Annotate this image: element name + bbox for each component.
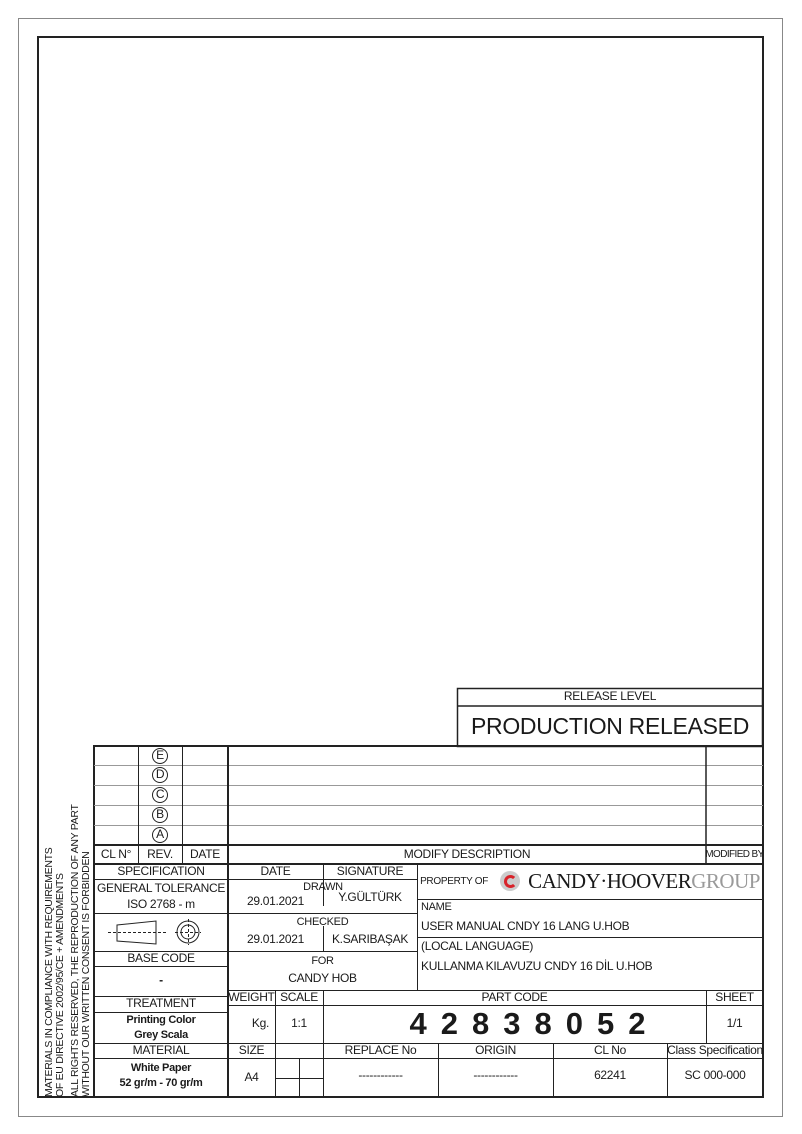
checked-date: 29.01.2021 bbox=[246, 931, 305, 946]
weight-label: WEIGHT bbox=[228, 989, 275, 1004]
cl-no-label: CL No bbox=[593, 1042, 627, 1057]
sheet-value: 1/1 bbox=[726, 1016, 743, 1031]
header-rev: REV. bbox=[147, 846, 173, 861]
checked-label: CHECKED bbox=[296, 915, 349, 928]
name-value: USER MANUAL CNDY 16 LANG U.HOB bbox=[421, 919, 630, 934]
rights-line-2: WITHOUT OUR WRITTEN CONSENT IS FORBIDDEN bbox=[80, 851, 92, 1097]
compliance-notice bbox=[44, 848, 66, 1097]
approval-date-label: DATE bbox=[260, 863, 291, 878]
revision-letter-e bbox=[138, 746, 182, 766]
treatment-label: TREATMENT bbox=[126, 996, 196, 1011]
for-value: CANDY HOB bbox=[288, 970, 357, 985]
property-of-label: PROPERTY OF bbox=[420, 875, 489, 887]
projection-symbol-icon bbox=[108, 919, 201, 945]
material-value-line1: White Paper bbox=[130, 1062, 192, 1075]
revision-letter-d bbox=[138, 765, 182, 785]
sheet-label: SHEET bbox=[715, 989, 754, 1004]
revision-letter: E bbox=[152, 748, 168, 764]
drawn-label: DRAWN bbox=[303, 880, 343, 893]
release-level-value: PRODUCTION RELEASED bbox=[470, 712, 749, 739]
drawn-by: Y.GÜLTÜRK bbox=[338, 890, 402, 905]
compliance-line-2: OF EU DIRECTIVE 2002/95/CE + AMENDMENTS bbox=[54, 873, 66, 1097]
treatment-value-line1: Printing Color bbox=[126, 1014, 196, 1027]
revision-letter: C bbox=[152, 787, 168, 803]
treatment-value-line2: Grey Scala bbox=[134, 1029, 188, 1042]
name-label: NAME bbox=[421, 901, 452, 914]
origin-value: ------------ bbox=[473, 1068, 518, 1083]
header-date: DATE bbox=[190, 846, 220, 861]
revision-row-lines bbox=[94, 766, 763, 826]
base-code-label: BASE CODE bbox=[127, 950, 195, 965]
local-language-value: KULLANMA KILAVUZU CNDY 16 DİL U.HOB bbox=[421, 959, 653, 974]
size-label: SIZE bbox=[238, 1042, 265, 1057]
revision-letter: A bbox=[152, 827, 168, 843]
brand-suffix: GROUP bbox=[691, 869, 760, 894]
revision-letter-c bbox=[138, 785, 182, 805]
general-tolerance-label: GENERAL TOLERANCE bbox=[96, 880, 226, 895]
revision-letter: D bbox=[152, 767, 168, 783]
header-modify-description: MODIFY DESCRIPTION bbox=[403, 846, 531, 861]
release-level-label: RELEASE LEVEL bbox=[563, 689, 657, 704]
revision-letter-a bbox=[138, 825, 182, 845]
replace-no-label: REPLACE No bbox=[344, 1042, 417, 1057]
company-logo bbox=[420, 869, 760, 893]
rights-notice bbox=[70, 804, 92, 1097]
part-code-value: 42838052 bbox=[409, 1006, 660, 1042]
replace-no-value: ------------ bbox=[358, 1068, 403, 1083]
revision-letter-b bbox=[138, 805, 182, 825]
scale-label: SCALE bbox=[280, 989, 318, 1004]
for-label: FOR bbox=[311, 954, 334, 967]
class-specification-label: Class Specification bbox=[667, 1042, 763, 1057]
approval-signature-label: SIGNATURE bbox=[336, 863, 404, 878]
part-code-label: PART CODE bbox=[481, 989, 548, 1004]
cl-no-value: 62241 bbox=[594, 1068, 626, 1083]
header-modified-by: MODIFIED BY bbox=[705, 848, 764, 860]
size-value: A4 bbox=[244, 1069, 259, 1084]
material-value-line2: 52 gr/m - 70 gr/m bbox=[119, 1077, 203, 1090]
drawn-date: 29.01.2021 bbox=[246, 894, 305, 909]
property-of-row bbox=[417, 864, 763, 899]
origin-label: ORIGIN bbox=[475, 1042, 516, 1057]
header-cl-number: CL N° bbox=[100, 846, 132, 861]
local-language-label: (LOCAL LANGUAGE) bbox=[421, 939, 534, 954]
revision-letter: B bbox=[152, 807, 168, 823]
brand-main: CANDY·HOOVER bbox=[528, 869, 692, 894]
base-code-value: - bbox=[159, 973, 163, 988]
material-label: MATERIAL bbox=[132, 1042, 190, 1057]
specification-label: SPECIFICATION bbox=[117, 863, 205, 878]
brand-name bbox=[528, 869, 760, 893]
class-specification-value: SC 000-000 bbox=[684, 1068, 746, 1083]
compliance-line-1: MATERIALS IN COMPLIANCE WITH REQUIREMENTS bbox=[43, 847, 55, 1097]
general-tolerance-value: ISO 2768 - m bbox=[127, 896, 195, 911]
scale-value: 1:1 bbox=[291, 1016, 307, 1031]
weight-value: Kg. bbox=[251, 1016, 269, 1031]
rights-line-1: ALL RIGHTS RESERVED, THE REPRODUCTION OF ANY PART bbox=[69, 804, 81, 1097]
checked-by: K.SARIBAŞAK bbox=[331, 931, 409, 946]
candy-logo-icon bbox=[500, 871, 520, 891]
